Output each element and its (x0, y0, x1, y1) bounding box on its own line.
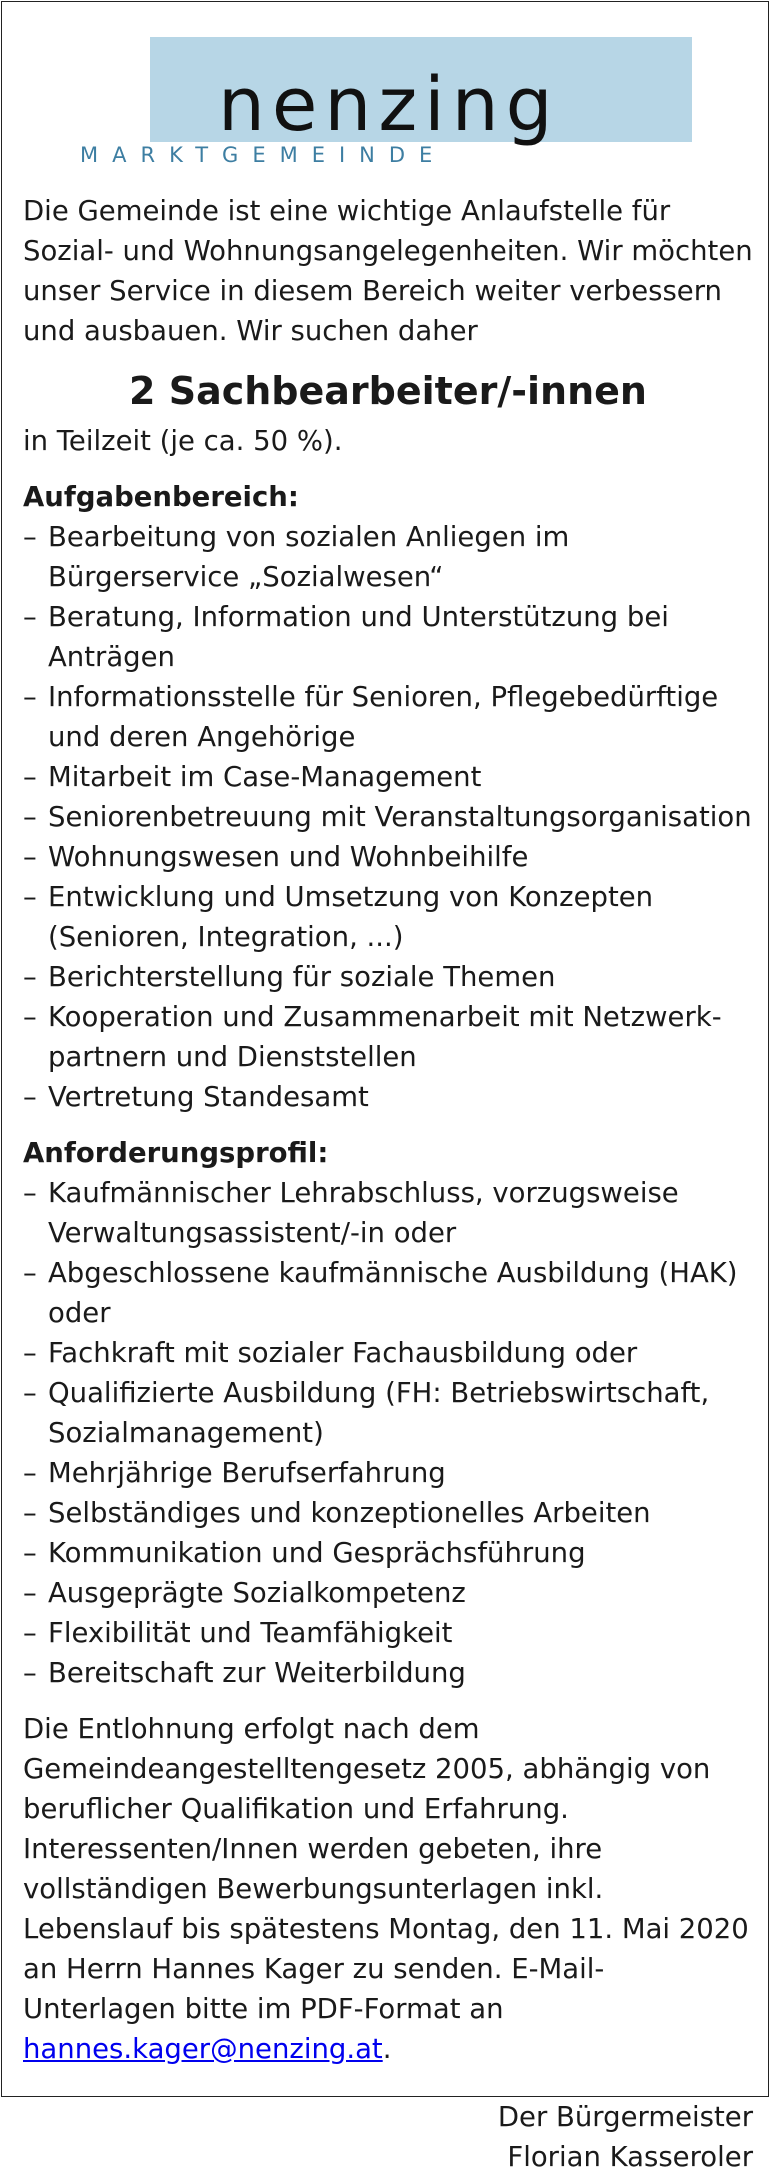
signature-block (23, 2097, 753, 2177)
list-item: – Fachkraft mit sozialer Fachausbildung oder (23, 1333, 753, 1373)
logo-subtitle: MARKTGEMEINDE (80, 143, 447, 167)
logo-name: nenzing (218, 62, 560, 148)
signature-name: Florian Kasseroler (507, 2141, 753, 2173)
list-item: – Kaufmännischer Lehrabschluss, vorzugsweise Verwaltungsassistent/-in oder (23, 1173, 753, 1253)
closing-end: . (382, 2033, 392, 2065)
municipality-logo (0, 0, 772, 200)
email-link[interactable]: hannes.kager@nenzing.at (23, 2033, 383, 2065)
list-item: – Bearbeitung von sozialen Anliegen im Bürgerservice „Sozialwesen“ (23, 517, 753, 597)
closing-text: Die Entlohnung erfolgt nach dem Gemeindeangestelltengesetz 2005, abhängig von beruflicher Qualifikation und Erfahrung. Interessenten/Innen werden gebeten, ihre vollständigen Bewerbungsunterlagen inkl. Lebenslauf bis spätestens Montag, den 11. Mai 2020 an Herrn Hannes Kager zu senden. E-Mail-Unterlagen bitte im PDF-Format an (23, 1713, 749, 2025)
tasks-heading: Aufgabenbereich: (23, 481, 299, 513)
list-item: – Kommunikation und Gesprächsführung (23, 1533, 753, 1573)
list-item: – Bereitschaft zur Weiterbildung (23, 1653, 753, 1693)
list-item: – Ausgeprägte Sozialkompetenz (23, 1573, 753, 1613)
list-item: – Kooperation und Zusammenarbeit mit Netzwerk-partnern und Dienststellen (23, 997, 753, 1077)
position-title: 2 Sachbearbeiter/-innen (129, 369, 647, 413)
position-detail: in Teilzeit (je ca. 50 %). (23, 425, 343, 457)
intro-paragraph: Die Gemeinde ist eine wichtige Anlaufstelle für Sozial- und Wohnungsangelegenheiten. Wir möchten unser Service in diesem Bereich weiter verbessern und ausbauen. Wir suchen daher (23, 195, 753, 347)
list-item: – Seniorenbetreuung mit Veranstaltungsorganisation (23, 797, 753, 837)
list-item: – Wohnungswesen und Wohnbeihilfe (23, 837, 753, 877)
list-item: – Entwicklung und Umsetzung von Konzepten (Senioren, Integration, ...) (23, 877, 753, 957)
list-item: – Mehrjährige Berufserfahrung (23, 1453, 753, 1493)
list-item: – Informationsstelle für Senioren, Pflegebedürftige und deren Angehörige (23, 677, 753, 757)
list-item: – Qualifizierte Ausbildung (FH: Betriebswirtschaft, Sozialmanagement) (23, 1373, 753, 1453)
closing-paragraph (23, 1709, 753, 2069)
job-ad-content (23, 191, 753, 2177)
requirements-list (23, 1173, 753, 1693)
tasks-list (23, 517, 753, 1117)
requirements-heading: Anforderungsprofil: (23, 1137, 329, 1169)
list-item: – Beratung, Information und Unterstützung bei Anträgen (23, 597, 753, 677)
list-item: – Mitarbeit im Case-Management (23, 757, 753, 797)
signature-title: Der Bürgermeister (497, 2101, 753, 2133)
list-item: – Abgeschlossene kaufmännische Ausbildung (HAK) oder (23, 1253, 753, 1333)
list-item: – Selbständiges und konzeptionelles Arbeiten (23, 1493, 753, 1533)
list-item: – Flexibilität und Teamfähigkeit (23, 1613, 753, 1653)
list-item: – Vertretung Standesamt (23, 1077, 753, 1117)
list-item: – Berichterstellung für soziale Themen (23, 957, 753, 997)
